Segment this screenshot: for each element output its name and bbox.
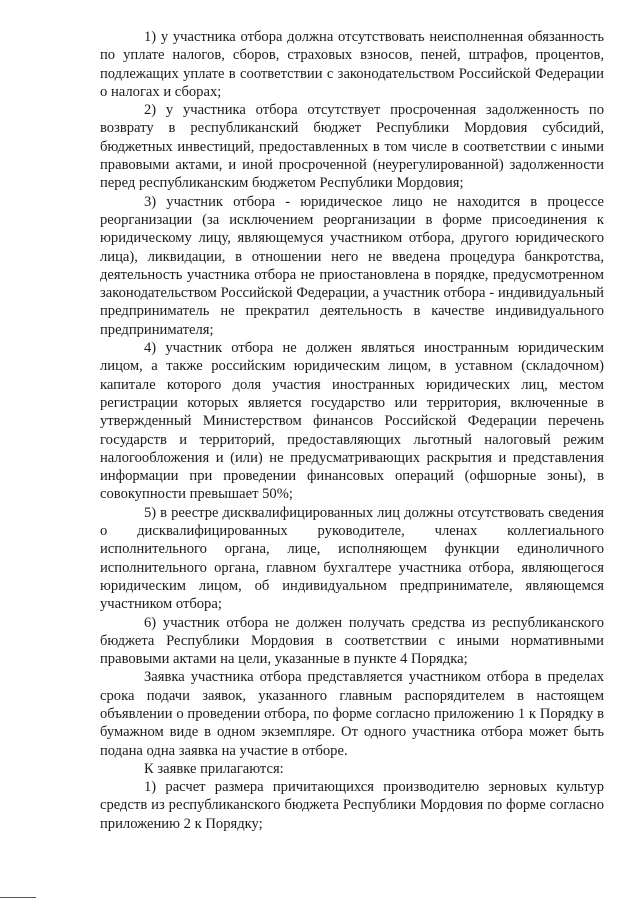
paragraph-attachment-1: 1) расчет размера причитающихся производителю зерновых культур средств из республиканского бюджета Республики Мордовия по форме согласно приложению 2 к Порядку;: [100, 779, 604, 832]
paragraph-requirement-3: 3) участник отбора - юридическое лицо не находится в процессе реорганизации (за исключением реорганизации в форме присоединения к юридическому лицу, являющемуся участником отбора, другого юридического лица), ликвидации, в отношении него не введена процедура банкротства, деятельность участника отбора не приостановлена в порядке, предусмотренном законодательством Российской Федерации, а участник отбора - индивидуальный предприниматель не прекратил деятельность в качестве индивидуального предпринимателя;: [100, 193, 604, 338]
paragraph-requirement-4: 4) участник отбора не должен являться иностранным юридическим лицом, а также российским юридическим лицом, в уставном (складочном) капитале которого доля участия иностранных юридических лиц, местом регистрации которых является государство или территория, включенные в утвержденный Министерством финансов Российской Федерации перечень государств и территорий, предоставляющих льготный налоговый режим налогообложения и (или) не предусматривающих раскрытия и представления информации при проведении финансовых операций (офшорные зоны), в совокупности превышает 50%;: [100, 340, 604, 503]
paragraph-requirement-6: 6) участник отбора не должен получать средства из республиканского бюджета Республики Мордовия в соответствии с иными нормативными правовыми актами на цели, указанные в пункте 4 Порядка;: [100, 614, 604, 668]
paragraph-requirement-2: 2) у участника отбора отсутствует просроченная задолженность по возврату в республиканский бюджет Республики Мордовия субсидий, бюджетных инвестиций, предоставленных в том числе в соответствии с иными правовыми актами, и иной просроченной (неурегулированной) задолженности перед республиканским бюджетом Республики Мордовия;: [100, 102, 604, 192]
paragraph-requirement-1: 1) у участника отбора должна отсутствовать неисполненная обязанность по уплате налогов, сборов, страховых взносов, пеней, штрафов, процентов, подлежащих уплате в соответствии с законодательством Российской Федерации о налогах и сборах;: [100, 29, 604, 100]
paragraph-application-submission: Заявка участника отбора представляется участником отбора в пределах срока подачи заявок, указанного главным распорядителем в настоящем объявлении о проведении отбора, по форме согласно приложению 1 к Порядку в бумажном виде в одном экземпляре. От одного участника отбора может быть подана одна заявка на участие в отборе.: [100, 669, 604, 759]
paragraph-requirement-5: 5) в реестре дисквалифицированных лиц должны отсутствовать сведения о дисквалифицированных руководителе, членах коллегиального исполнительного органа, лице, исполняющем функции единоличного исполнительного органа, главном бухгалтере участника отбора, являющегося юридическим лицом, об индивидуальном предпринимателе, являющемся участником отбора;: [100, 504, 604, 613]
document-body: [100, 28, 604, 833]
footer-rule: [0, 897, 36, 898]
paragraph-attachments-heading: К заявке прилагаются:: [144, 760, 284, 777]
